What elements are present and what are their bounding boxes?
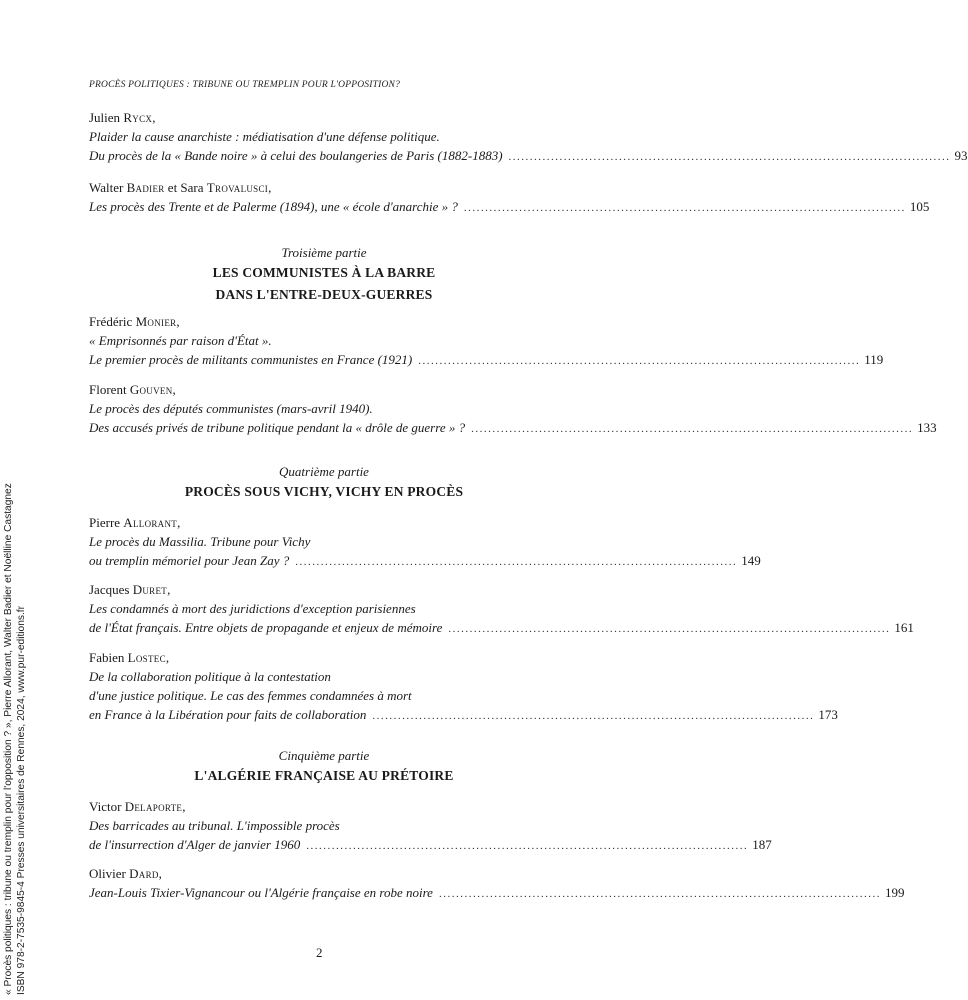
part-title-line: L'ALGÉRIE FRANÇAISE AU PRÉTOIRE <box>194 768 454 783</box>
entry-title-line: « Emprisonnés par raison d'État ». <box>89 333 272 348</box>
toc-entry-delaporte[interactable] <box>89 797 772 856</box>
entry-title-last-line: Les procès des Trente et de Palerme (1894), une « école d'anarchie » ? ........................................................................................................ 105 <box>89 197 559 218</box>
entry-title-last-line: Le premier procès de militants communistes en France (1921) ........................................................................................................ 119 <box>89 350 559 371</box>
entry-title-last-line: de l'insurrection d'Alger de janvier 1960 ........................................................................................................ 187 <box>89 835 559 856</box>
entry-title-last-line: Du procès de la « Bande noire » à celui des boulangeries de Paris (1882-1883) ........................................................................................................ 93 <box>89 146 559 167</box>
entry-title-line: Des barricades au tribunal. L'impossible procès <box>89 818 340 833</box>
part-label: Cinquième partie <box>278 748 370 763</box>
toc-entry-dard[interactable] <box>89 864 905 904</box>
dot-leader: ........................................................................................................ <box>463 202 906 214</box>
dot-leader: ........................................................................................................ <box>372 710 815 722</box>
entry-page-number: 133 <box>917 420 937 435</box>
entry-title-line: De la collaboration politique à la contestation <box>89 669 331 684</box>
part-label: Quatrième partie <box>279 464 369 479</box>
entry-page-number: 187 <box>752 837 772 852</box>
dot-leader: ........................................................................................................ <box>471 423 914 435</box>
entry-title-last-line: Jean-Louis Tixier-Vignancour ou l'Algérie française en robe noire ........................................................................................................ 199 <box>89 883 559 904</box>
entry-title-line: Plaider la cause anarchiste : médiatisation d'une défense politique. <box>89 129 440 144</box>
entry-title-line: Le procès des députés communistes (mars-avril 1940). <box>89 401 373 416</box>
entry-author: Victor Delaporte, <box>89 799 186 814</box>
dot-leader: ........................................................................................................ <box>508 151 951 163</box>
entry-page-number: 119 <box>864 352 884 367</box>
side-note-line-1: « Procès politiques : tribune ou tremplin pour l'opposition ? », Pierre Allorant, Walter Badier et Noëlline Castagnez <box>3 483 14 995</box>
part-heading-3 <box>89 243 559 306</box>
entry-title-last-line: de l'État français. Entre objets de propagande et enjeux de mémoire ........................................................................................................ 161 <box>89 618 559 639</box>
dot-leader: ........................................................................................................ <box>418 355 861 367</box>
part-title-line: DANS L'ENTRE-DEUX-GUERRES <box>215 287 433 302</box>
entry-author: Florent Gouven, <box>89 382 176 397</box>
entry-author: Fabien Lostec, <box>89 650 170 665</box>
toc-entry-gouven[interactable] <box>89 380 937 439</box>
entry-author: Julien Rycx, <box>89 110 156 125</box>
entry-author: Frédéric Monier, <box>89 314 180 329</box>
part-heading-5 <box>89 746 559 787</box>
dot-leader: ........................................................................................................ <box>448 623 891 635</box>
side-copyright-note <box>2 483 28 995</box>
running-header: PROCÈS POLITIQUES : TRIBUNE OU TREMPLIN POUR L'OPPOSITION? <box>89 80 401 90</box>
toc-entry-allorant[interactable] <box>89 513 761 572</box>
entry-author: Jacques Duret, <box>89 582 171 597</box>
entry-page-number: 173 <box>818 707 838 722</box>
entry-title-last-line: ou tremplin mémoriel pour Jean Zay ? ........................................................................................................ 149 <box>89 551 559 572</box>
entry-page-number: 105 <box>909 199 930 214</box>
entry-title-line: Les condamnés à mort des juridictions d'exception parisiennes <box>89 601 416 616</box>
entry-title-last-line: en France à la Libération pour faits de collaboration ........................................................................................................ 173 <box>89 705 559 726</box>
toc-entry-badier-trovalusci[interactable] <box>89 178 930 218</box>
page-number: 2 <box>316 945 323 960</box>
entry-author: Walter Badier et Sara Trovalusci, <box>89 180 272 195</box>
toc-entry-monier[interactable] <box>89 312 884 371</box>
entry-page-number: 199 <box>884 885 905 900</box>
entry-title-line: d'une justice politique. Le cas des femmes condamnées à mort <box>89 688 412 703</box>
dot-leader: ........................................................................................................ <box>295 556 738 568</box>
part-title-line: LES COMMUNISTES À LA BARRE <box>212 265 436 280</box>
toc-entry-duret[interactable] <box>89 580 914 639</box>
entry-title-line: Le procès du Massilia. Tribune pour Vichy <box>89 534 311 549</box>
entry-page-number: 161 <box>894 620 914 635</box>
entry-page-number: 149 <box>741 553 761 568</box>
dot-leader: ........................................................................................................ <box>306 840 749 852</box>
part-label: Troisième partie <box>281 245 367 260</box>
part-heading-4 <box>89 462 559 503</box>
toc-entry-lostec[interactable] <box>89 648 838 726</box>
entry-author: Pierre Allorant, <box>89 515 181 530</box>
toc-entry-rycx[interactable] <box>89 108 968 167</box>
side-note-line-2: ISBN 978-2-7535-9845-4 Presses universitaires de Rennes, 2024, www.pur-editions.fr <box>16 605 27 995</box>
part-title-line: PROCÈS SOUS VICHY, VICHY EN PROCÈS <box>184 484 464 499</box>
dot-leader: ........................................................................................................ <box>438 888 881 900</box>
entry-title-last-line: Des accusés privés de tribune politique pendant la « drôle de guerre » ? ........................................................................................................ 133 <box>89 418 559 439</box>
entry-author: Olivier Dard, <box>89 866 162 881</box>
entry-page-number: 93 <box>954 148 968 163</box>
